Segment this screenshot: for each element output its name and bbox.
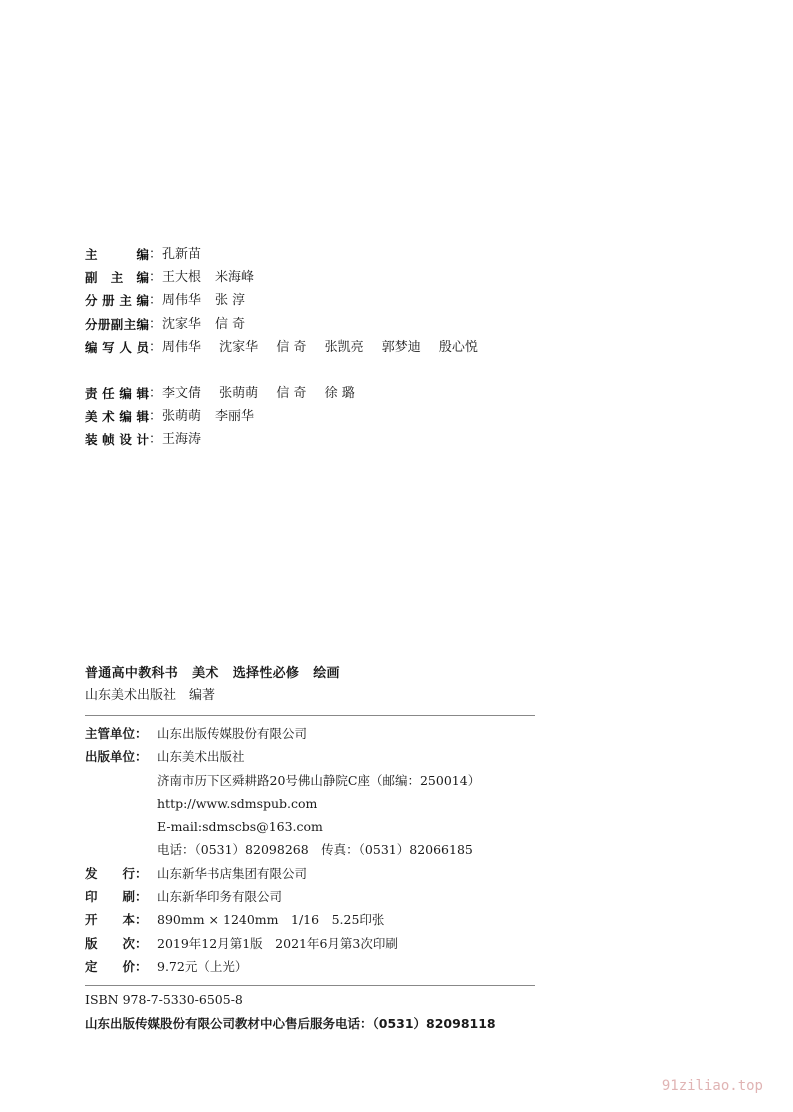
credit-chief-editor [85,243,492,266]
service-hotline: 山东出版传媒股份有限公司教材中心售后服务电话：（0531）82098118 [85,1016,496,1031]
credit-label: 主编 [85,247,149,262]
divider [85,985,535,986]
info-edition [85,932,480,955]
credit-name: 徐 璐 [324,385,355,401]
credit-name: 信 奇 [276,339,307,355]
credit-name: 米海峰 [215,270,255,286]
credit-label: 编写人员 [85,339,149,355]
info-label: 定 价： [85,958,148,974]
info-label: 版 次： [85,935,148,951]
info-label: 出版单位： [85,749,148,765]
info-value: 山东出版传媒股份有限公司 [157,726,308,741]
colon: ： [149,270,163,286]
title-part: 选择性必修 [232,666,300,681]
book-series [85,663,354,707]
credit-deputy-editor [85,266,492,289]
credit-name: 张萌萌 [162,409,202,425]
credit-name: 信 奇 [276,385,307,401]
colon: ： [149,385,163,401]
credit-label: 美术编辑 [85,409,149,425]
credit-responsible-editor [85,382,492,405]
divider [85,715,535,716]
credit-name: 张萌萌 [219,385,259,401]
info-distributor [85,862,480,885]
credit-label: 责任编辑 [85,385,149,401]
title-part: 绘画 [313,666,340,681]
info-value: 山东美术出版社 [157,749,245,765]
book-publisher-line: 山东美术出版社 编著 [85,688,216,703]
info-printer [85,885,480,908]
credit-name: 郭梦迪 [381,339,421,355]
credit-name: 周伟华 [162,339,202,355]
credit-name: 王海涛 [162,432,202,448]
credit-writers [85,336,492,359]
info-email: E-mail:sdmscbs@163.com [157,819,323,835]
colon: ： [149,339,163,355]
isbn: ISBN 978-7-5330-6505-8 [85,992,243,1007]
credit-label: 分册副主编 [85,316,149,332]
info-address: 济南市历下区舜耕路20号佛山静院C座（邮编：250014） [157,772,481,788]
credit-name: 信 奇 [215,316,246,332]
credit-name: 李丽华 [215,409,255,425]
colon: ： [149,316,163,332]
colon: ： [149,432,163,448]
credit-volume-editor [85,289,492,312]
colon: ： [149,409,163,425]
credit-name: 沈家华 [162,316,202,332]
book-title [85,663,354,685]
watermark: 91ziliao.top [661,1078,763,1094]
credit-name: 沈家华 [219,339,259,355]
editor-credits [85,243,492,452]
credit-name: 王大根 [162,270,202,286]
info-label: 开 本： [85,912,148,928]
credit-binding-design [85,428,492,451]
credit-name: 张 淳 [215,293,246,309]
credit-label: 副主编 [85,270,149,286]
info-label: 印 刷： [85,889,148,905]
credit-label: 分册主编 [85,293,149,309]
credit-name: 张凯亮 [324,339,364,355]
info-value: 2019年12月第1版 2021年6月第3次印刷 [157,935,398,951]
info-phone: 电话：（0531）82098268 传真：（0531）82066185 [157,842,473,858]
credit-name: 孔新苗 [162,247,202,262]
info-publisher [85,745,480,768]
publication-info [85,722,480,978]
credit-label: 装帧设计 [85,432,149,448]
info-website: http://www.sdmspub.com [157,795,318,811]
credit-name: 周伟华 [162,293,202,309]
info-value: 山东新华印务有限公司 [157,889,283,905]
title-part: 美术 [192,666,219,681]
info-value: 9.72元（上光） [157,958,248,974]
info-value: 890mm × 1240mm 1/16 5.25印张 [157,912,385,928]
credit-name: 李文倩 [162,385,202,401]
credit-name: 殷心悦 [438,339,478,355]
colon: ： [149,293,163,309]
credit-volume-deputy-editor [85,313,492,336]
info-label: 主管单位： [85,726,148,741]
colon: ： [149,247,163,262]
info-price [85,955,480,978]
info-supervisor [85,722,480,745]
info-format [85,908,480,931]
info-label: 发 行： [85,865,148,881]
title-part: 普通高中教科书 [85,666,179,681]
credit-art-editor [85,405,492,428]
info-value: 山东新华书店集团有限公司 [157,865,308,881]
